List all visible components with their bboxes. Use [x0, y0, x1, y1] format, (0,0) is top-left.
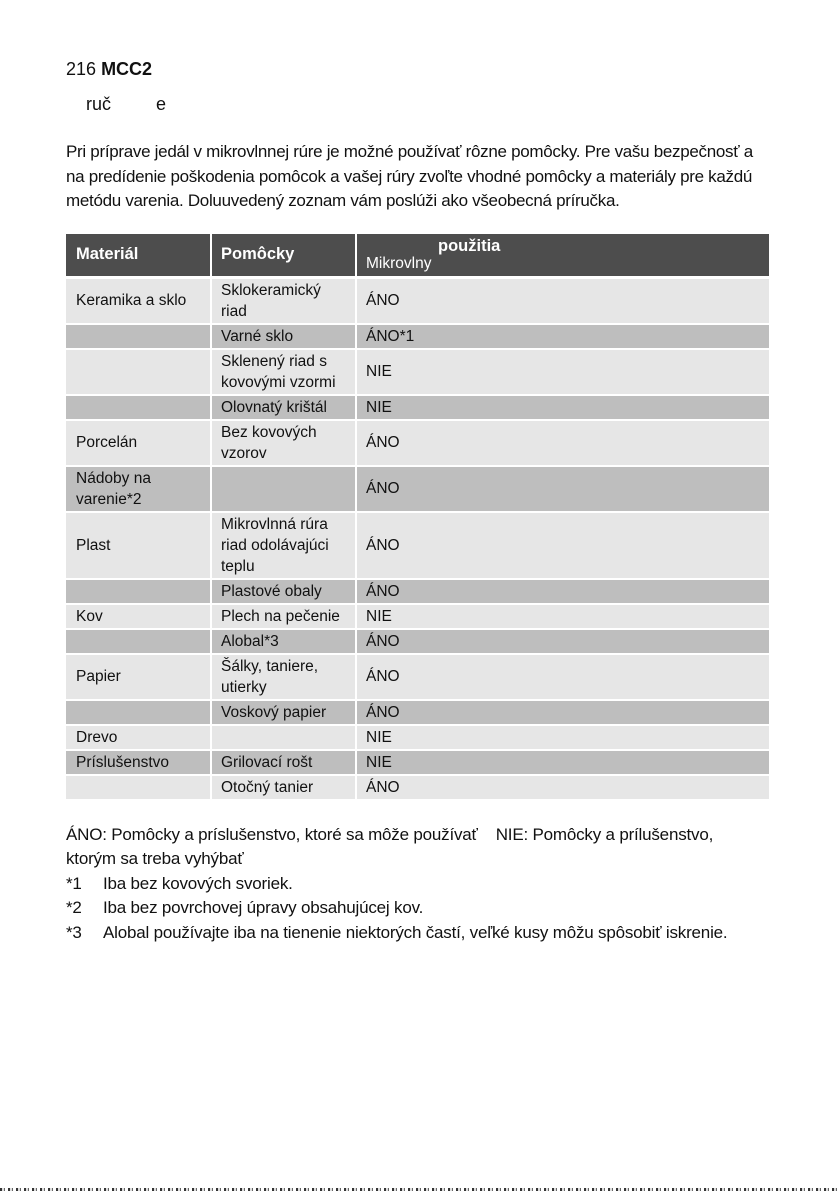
table-row: [66, 578, 769, 603]
intro-paragraph: Pri príprave jedál v mikrovlnnej rúre je možné používať rôzne pomôcky. Pre vašu bezpečnosť a na predídenie poškodenia pomôcok a vašej rúry zvoľte vhodné pomôcky a materiály pre každú metódu varenia. Doluuvedený zoznam vám poslúži ako všeobecná príručka.: [66, 142, 753, 210]
cell-tools: Sklokeramický riad: [210, 279, 355, 323]
legend-block: [66, 823, 766, 946]
table-header-row: [66, 234, 769, 276]
cell-material: [66, 325, 210, 348]
footnote: [66, 896, 766, 921]
cell-usage: NIE: [355, 751, 769, 774]
page-header: [66, 58, 769, 80]
table-row: [66, 653, 769, 699]
cell-usage: ÁNO: [355, 630, 769, 653]
cell-usage: ÁNO*1: [355, 325, 769, 348]
header-tools: Pomôcky: [210, 234, 355, 276]
footnotes-list: [66, 872, 766, 946]
footnote-text: Iba bez kovových svoriek.: [103, 873, 293, 893]
cell-tools: Plastové obaly: [210, 580, 355, 603]
cell-material: Kov: [76, 607, 103, 625]
cell-tools: Bez kovových vzorov: [210, 421, 355, 465]
cell-usage: ÁNO: [355, 421, 769, 465]
cell-material: Plast: [76, 536, 111, 554]
cell-material: Porcelán: [76, 434, 138, 451]
cell-material: [66, 580, 210, 603]
footnote-mark: *2: [66, 898, 82, 917]
table-row: [66, 276, 769, 323]
header-usage-bottom: Mikrovlny: [366, 254, 432, 272]
cell-material: [66, 630, 210, 653]
cell-material: Nádoby na varenie*2: [76, 469, 151, 508]
cell-material: Drevo: [76, 728, 118, 746]
utensils-table: [66, 234, 769, 799]
cell-usage: NIE: [355, 396, 769, 419]
footnote: [66, 872, 766, 897]
cell-tools: Sklenený riad s kovovými vzormi: [210, 350, 355, 394]
cell-usage: ÁNO: [355, 580, 769, 603]
table-row: [66, 603, 769, 628]
cell-usage: ÁNO: [355, 279, 769, 323]
page-number: 216: [66, 59, 97, 79]
cell-tools: Plech na pečenie: [210, 605, 355, 628]
cell-usage: NIE: [355, 350, 769, 394]
cell-material: Papier: [76, 668, 121, 685]
table-row: [66, 628, 769, 653]
cell-tools: Voskový papier: [210, 701, 355, 724]
cell-usage: NIE: [355, 605, 769, 628]
cell-usage: ÁNO: [355, 776, 769, 799]
cell-tools: Grilovací rošt: [210, 751, 355, 774]
footnote-mark: *1: [66, 873, 82, 893]
cell-tools: [210, 726, 355, 749]
cell-tools: Mikrovlnná rúra riad odolávajúci teplu: [210, 513, 355, 578]
cell-usage: ÁNO: [355, 467, 769, 511]
table-body: [66, 276, 769, 799]
cell-tools: [210, 467, 355, 511]
footnote: [66, 921, 766, 946]
cell-usage: NIE: [355, 726, 769, 749]
cell-material: Príslušenstvo: [76, 753, 170, 771]
legend-yes: ÁNO: Pomôcky a príslušenstvo, ktoré sa môže používať: [66, 824, 478, 844]
cell-tools: Olovnatý krištál: [210, 396, 355, 419]
cell-tools: Otočný tanier: [210, 776, 355, 799]
legend-line: [66, 823, 766, 872]
header-usage: [355, 234, 769, 276]
section-title: ruč e: [86, 94, 167, 114]
footnote-text: Alobal používajte iba na tienenie niektorých častí, veľké kusy môžu spôsobiť iskrenie.: [103, 922, 728, 942]
legend-no: NIE: Pomôcky a prílušenstvo, ktorým sa treba vyhýbať: [66, 824, 714, 868]
cell-tools: Alobal*3: [210, 630, 355, 653]
cell-material: [66, 350, 210, 394]
model-name: MCC2: [101, 59, 153, 79]
cell-material: [66, 396, 210, 419]
footnote-text: Iba bez povrchovej úpravy obsahujúcej kov.: [103, 898, 424, 917]
footnote-mark: *3: [66, 922, 82, 942]
table-row: [66, 774, 769, 799]
cell-usage: ÁNO: [355, 701, 769, 724]
table-row: [66, 323, 769, 348]
cell-tools: Šálky, taniere, utierky: [210, 655, 355, 699]
table-row: [66, 699, 769, 724]
cell-tools: Varné sklo: [210, 325, 355, 348]
table-row: [66, 394, 769, 419]
cell-usage: ÁNO: [355, 655, 769, 699]
table-row: [66, 724, 769, 749]
table-row: [66, 419, 769, 465]
header-material: Materiál: [76, 245, 139, 263]
cell-material: Keramika a sklo: [76, 292, 187, 309]
table-row: [66, 749, 769, 774]
cell-material: [66, 701, 210, 724]
header-usage-top: použitia: [438, 236, 501, 255]
table-row: [66, 348, 769, 394]
table-row: [66, 465, 769, 511]
cell-material: [66, 776, 210, 799]
cell-usage: ÁNO: [355, 513, 769, 578]
table-row: [66, 511, 769, 578]
